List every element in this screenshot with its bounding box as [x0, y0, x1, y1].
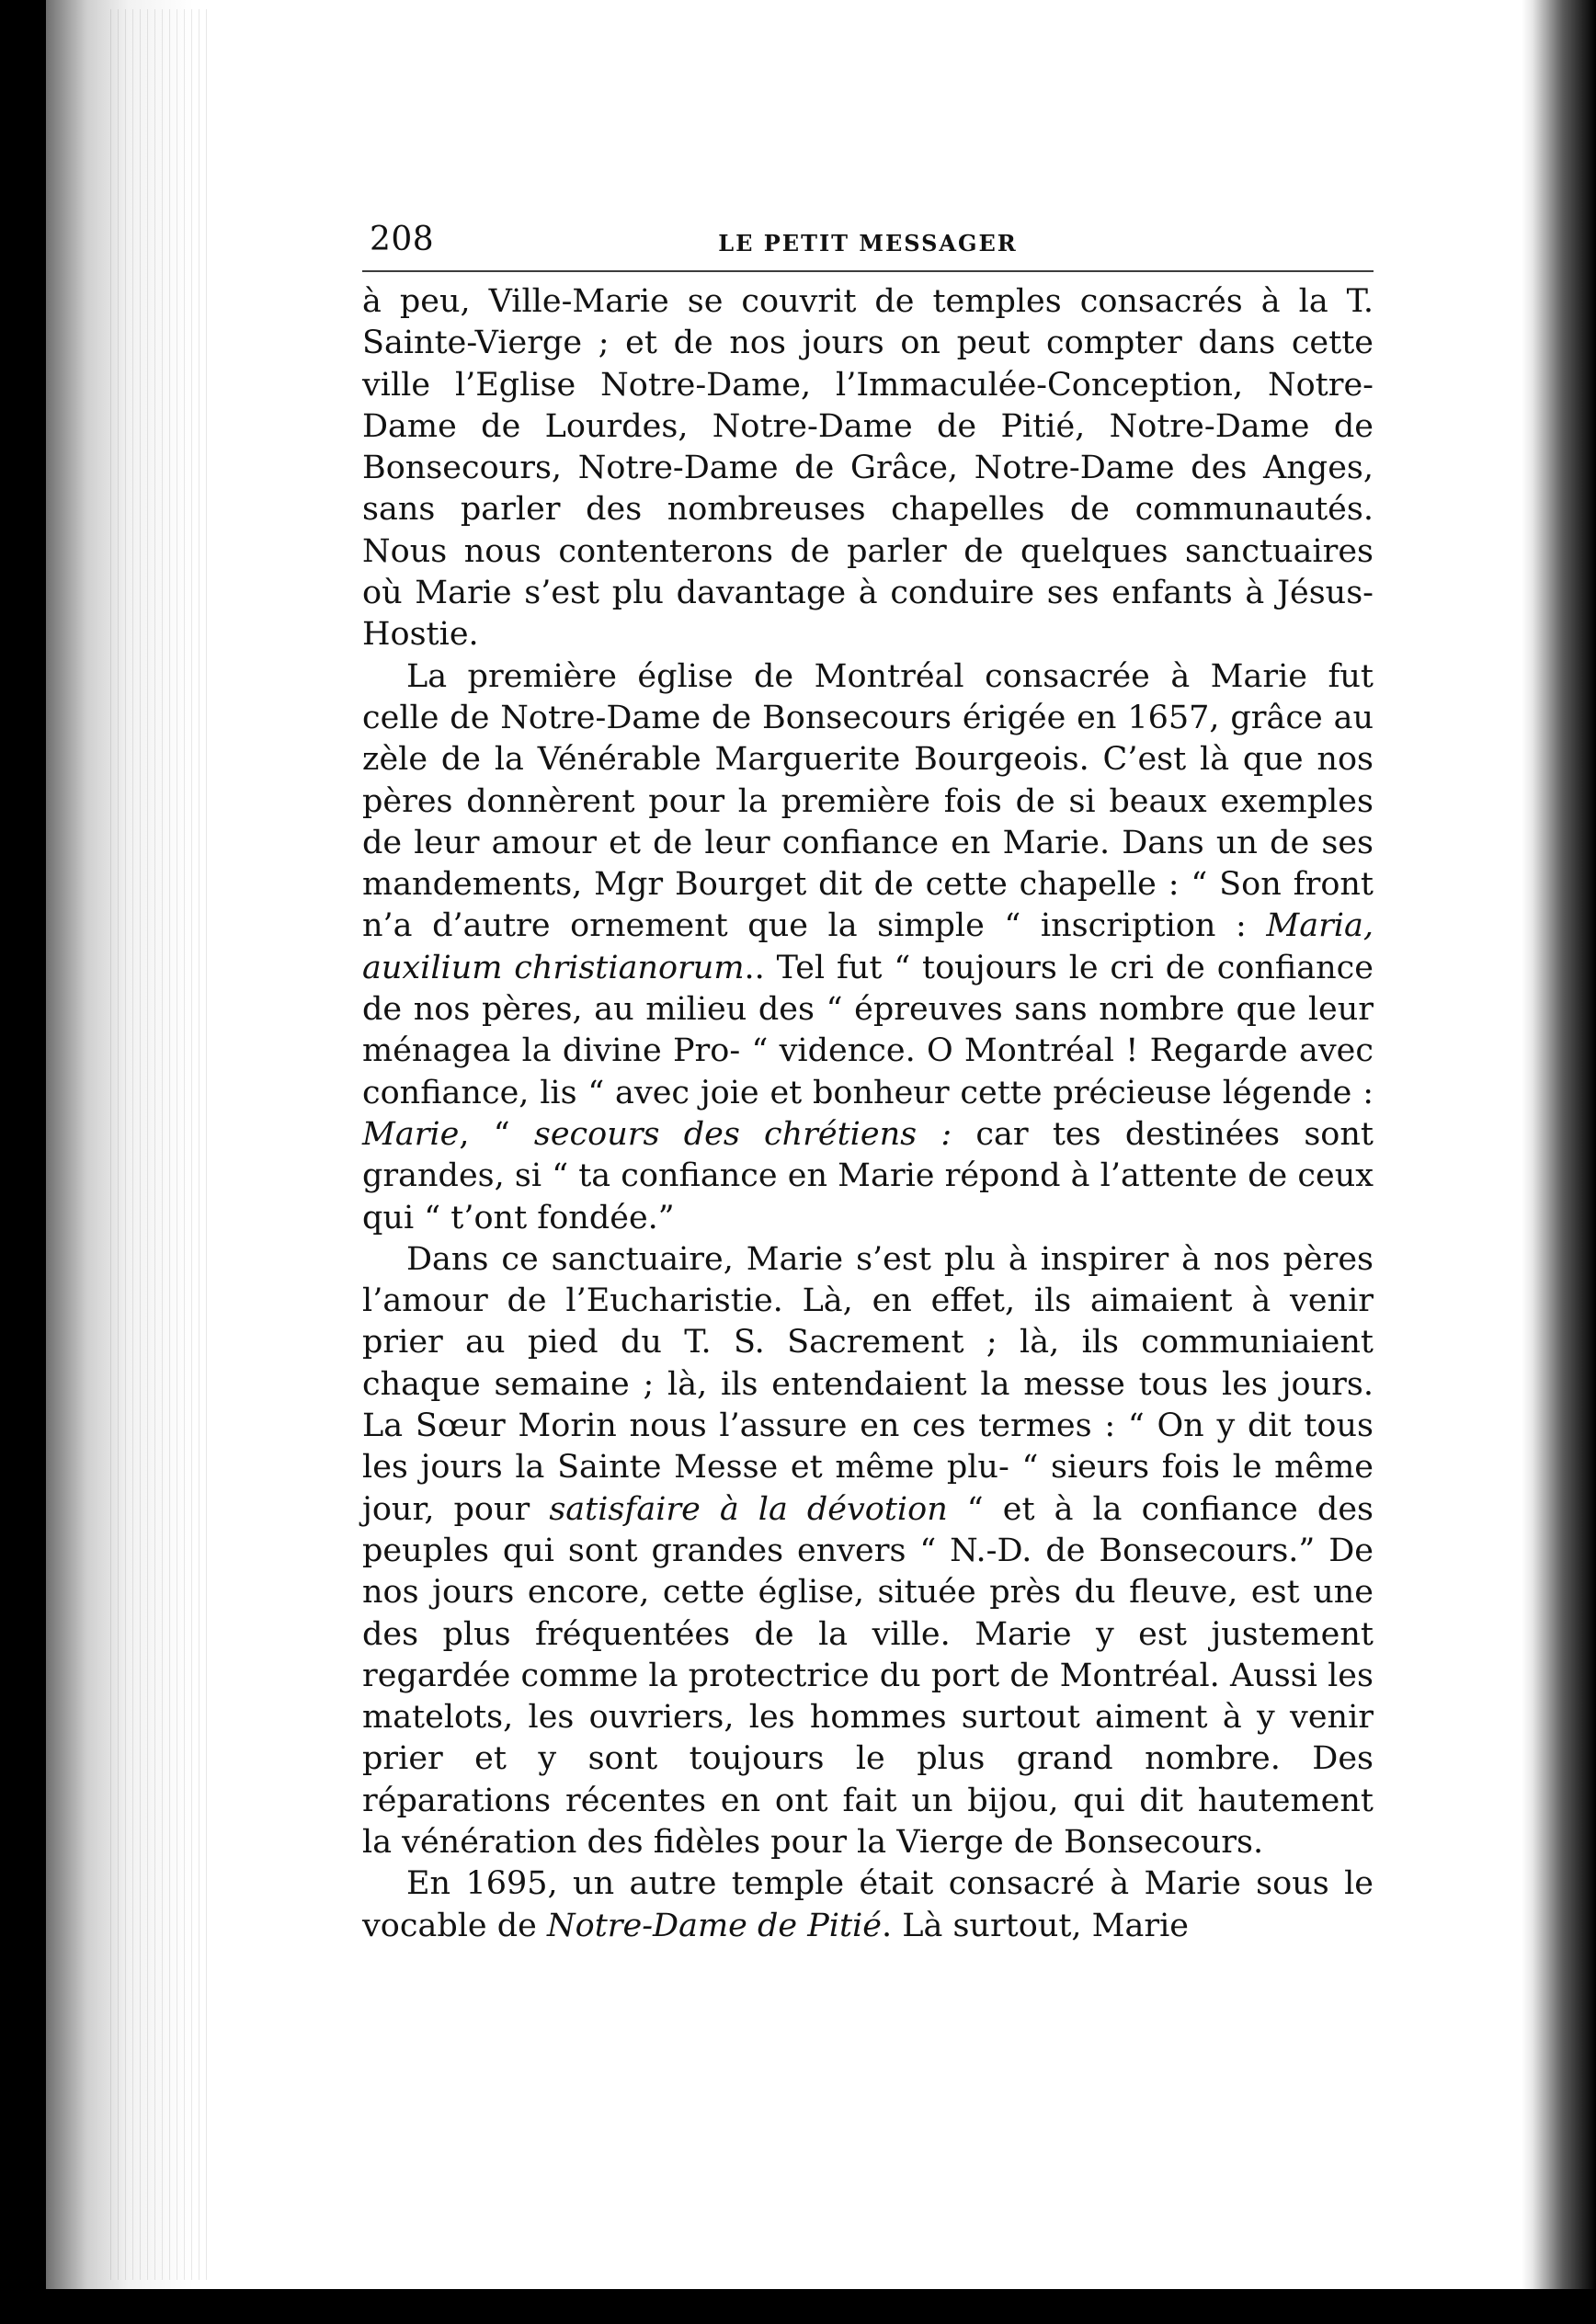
page-header	[362, 221, 1374, 261]
page-edge-lines	[110, 9, 211, 2280]
header-rule	[362, 270, 1374, 272]
text-block	[362, 221, 1374, 1947]
paragraph-4: En 1695, un autre temple était consacré à Marie sous le vocable de Notre-Dame de Pitié. Là surtout, Marie	[362, 1865, 1374, 1944]
right-page-shadow	[1522, 0, 1596, 2289]
running-title: LE PETIT MESSAGER	[718, 230, 1018, 256]
page-number: 208	[370, 221, 435, 258]
paragraph-2: La première église de Montréal consacrée à Marie fut celle de Notre-Dame de Bonsecours érigée en 1657, grâce au zèle de la Vénérable Marguerite Bourgeois. C’est là que nos pères donnèrent pour la première fois de si beaux exemples de leur amour et de leur confiance en Marie. Dans un de ses mandements, Mgr Bourget dit de cette chapelle : “ Son front n’a d’autre ornement que la simple “ inscription : Maria, auxilium christianorum.. Tel fut “ toujours le cri de confiance de nos pères, au milieu des “ épreuves sans nombre que leur ménagea la divine Pro- “ vidence. O Montréal ! Regarde avec confiance, lis “ avec joie et bonheur cette précieuse légende : Marie, “ secours des chrétiens : car tes destinées sont grandes, si “ ta confiance en Marie répond à l’attente de ceux qui “ t’ont fondée.”	[362, 657, 1374, 1236]
paragraph-3: Dans ce sanctuaire, Marie s’est plu à inspirer à nos pères l’amour de l’Eucharistie. Là, en effet, ils aimaient à venir prier au pied du T. S. Sacrement ; là, ils communiaient chaque semaine ; là, ils entendaient la messe tous les jours. La Sœur Morin nous l’assure en ces termes : “ On y dit tous les jours la Sainte Messe et même plu- “ sieurs fois le même jour, pour satisfaire à la dévotion “ et à la confiance des peuples qui sont grandes envers “ N.-D. de Bonsecours.” De nos jours encore, cette église, située près du fleuve, est une des plus fréquentées de la ville. Marie y est justement regardée comme la protectrice du port de Montréal. Aussi les matelots, les ouvriers, les hommes surtout aiment à y venir prier et y sont toujours le plus grand nombre. Des réparations récentes en ont fait un bijou, qui dit hautement la vénération des fidèles pour la Vierge de Bonsecours.	[362, 1240, 1374, 1861]
paragraph-1: à peu, Ville-Marie se couvrit de temples consacrés à la T. Sainte-Vierge ; et de nos jours on peut compter dans cette ville l’Eglise Notre-Dame, l’Immaculée-Conception, Notre-Dame de Lourdes, Notre-Dame de Pitié, Notre-Dame de Bonsecours, Notre-Dame de Grâce, Notre-Dame des Anges, sans parler des nombreuses chapelles de communautés. Nous nous contenterons de parler de quelques sanctuaires où Marie s’est plu davantage à conduire ses enfants à Jésus-Hostie.	[362, 283, 1374, 654]
